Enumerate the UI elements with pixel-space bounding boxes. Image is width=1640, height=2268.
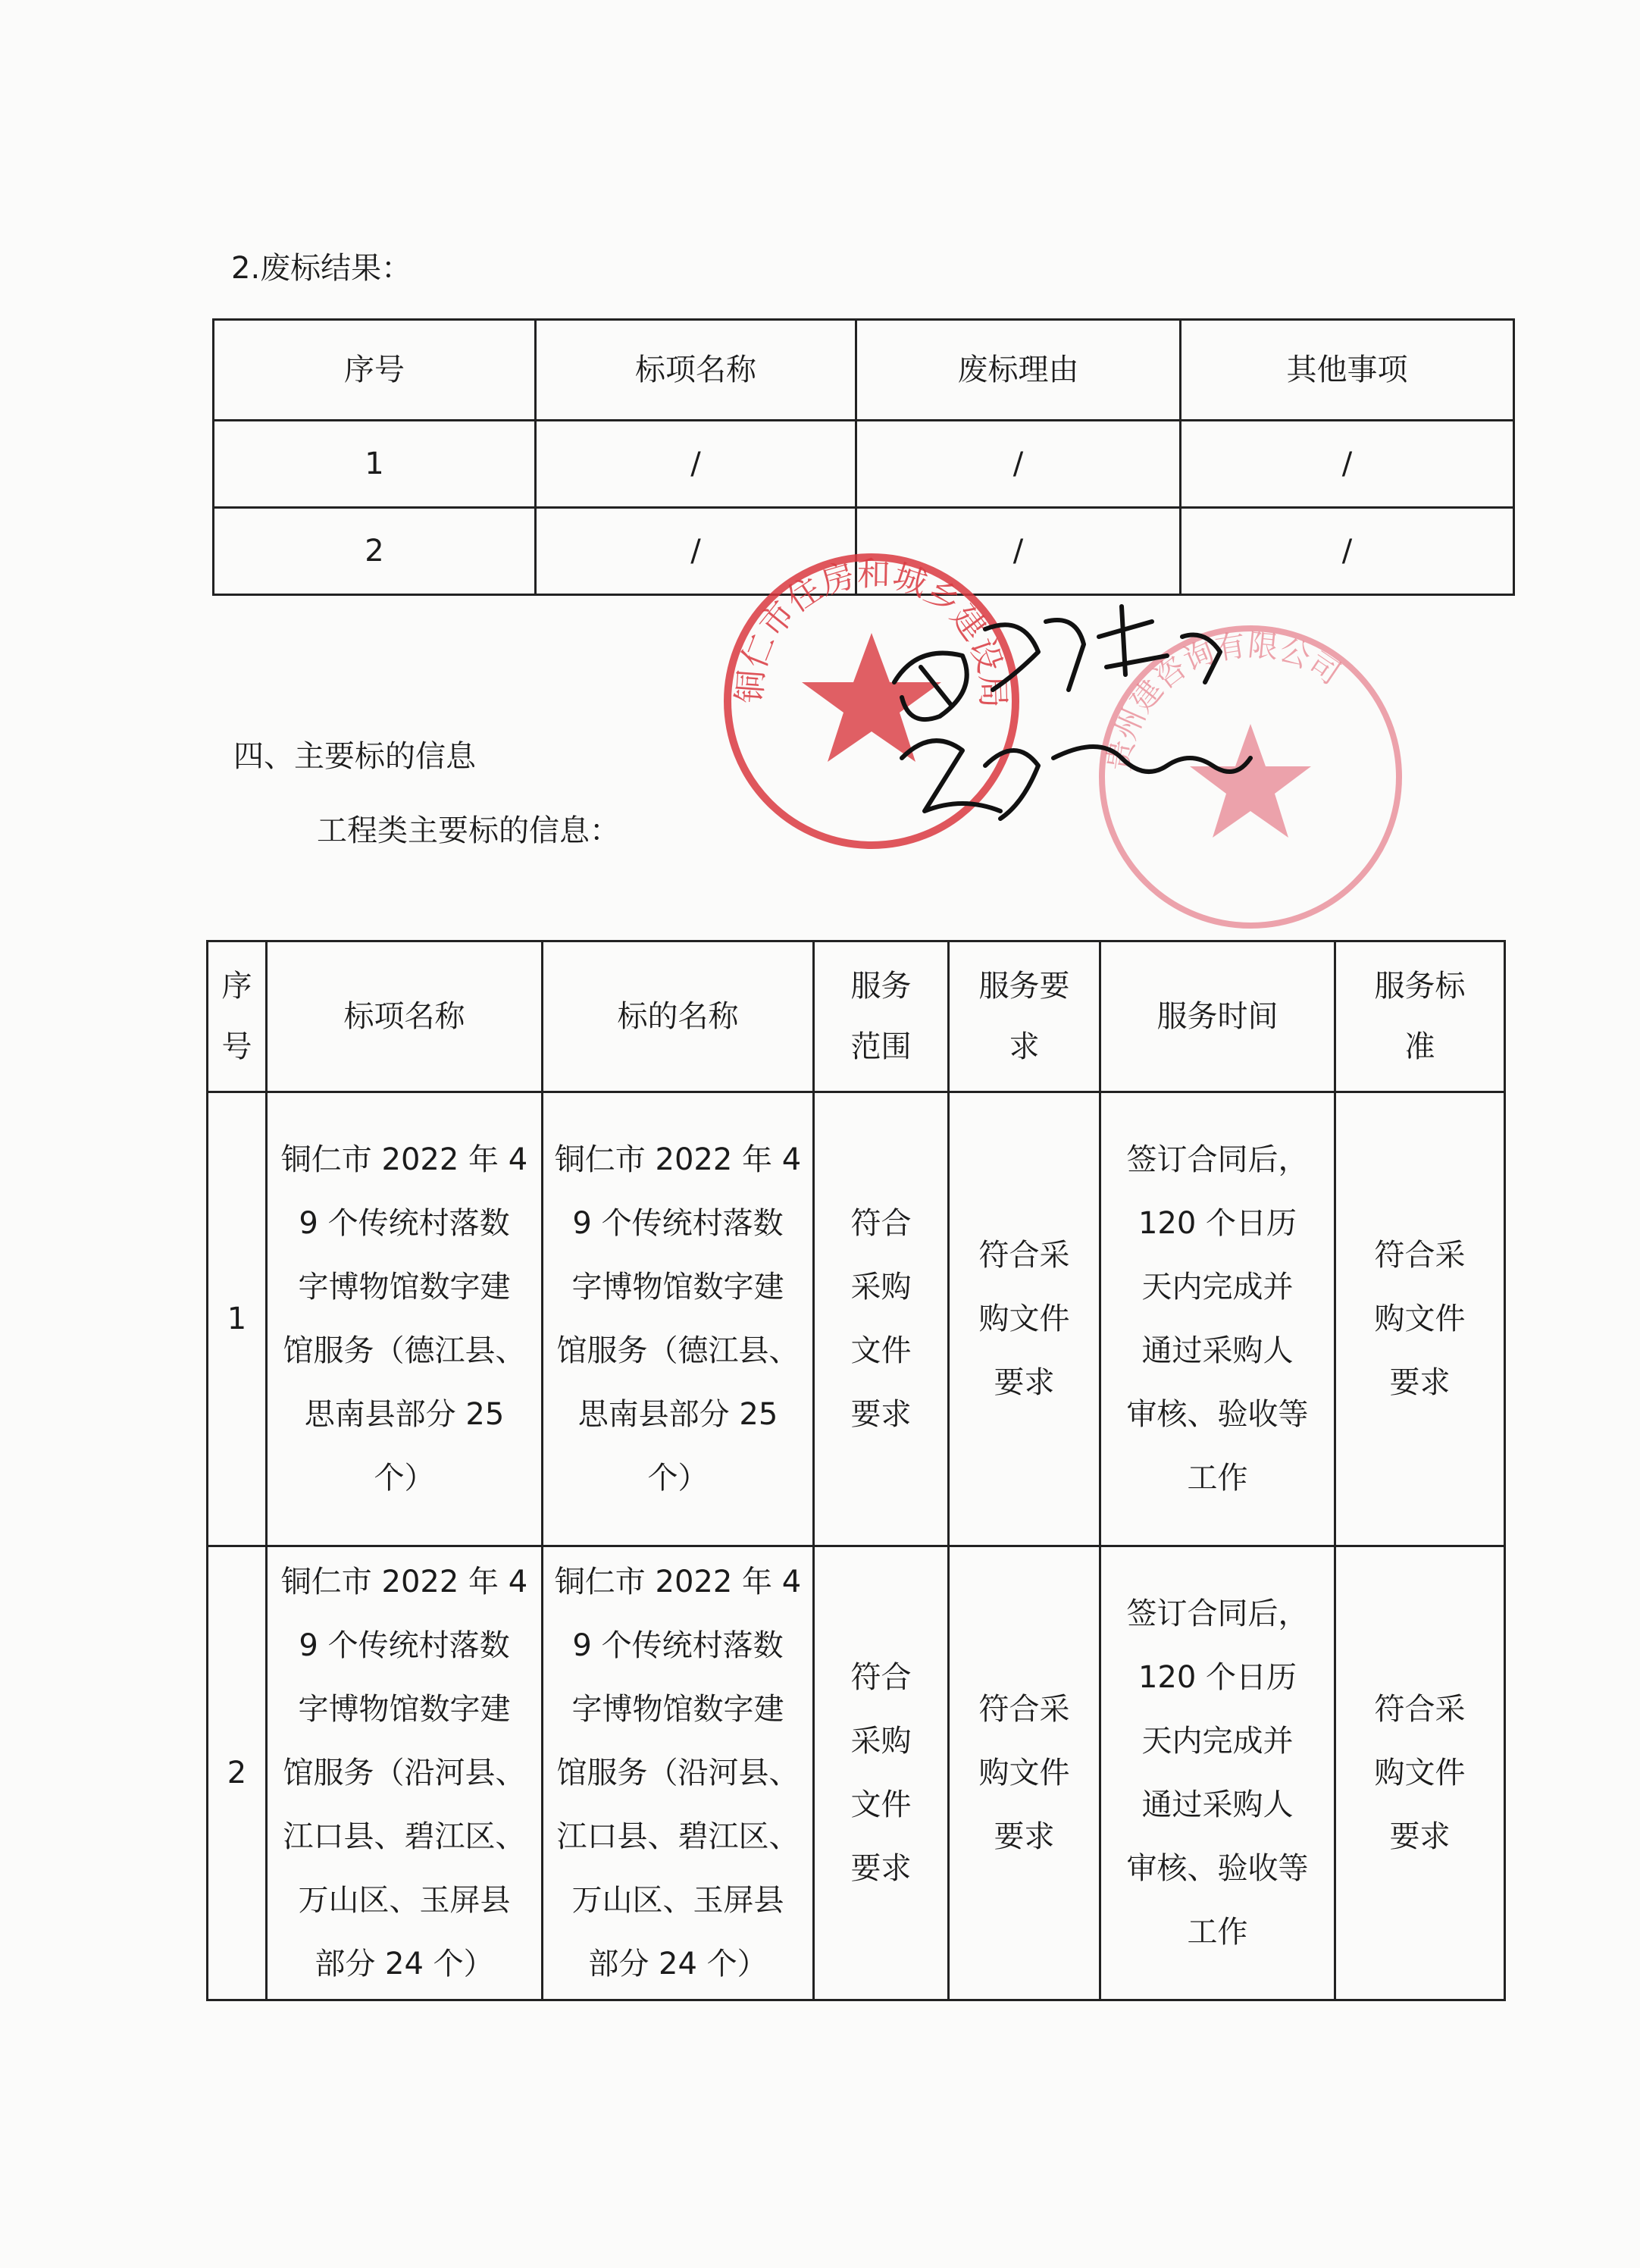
svg-text:铜仁市住房和城乡建设局: 铜仁市住房和城乡建设局 [730, 554, 1012, 709]
header-cell: 废标理由 [856, 320, 1181, 421]
table-header-row [214, 320, 1514, 421]
table-cell: / [856, 421, 1181, 508]
header-cell: 标的名称 [543, 941, 814, 1092]
table-cell: / [856, 508, 1181, 595]
table-cell: 铜仁市 2022 年 4 9 个传统村落数 字博物馆数字建 馆服务（沿河县、 江口县、碧江区、 万山区、玉屏县 部分 24 个） [543, 1546, 814, 2000]
header-cell: 标项名称 [267, 941, 543, 1092]
table-cell: 符合采 购文件 要求 [1335, 1546, 1505, 2000]
table-cell: 符合采 购文件 要求 [1335, 1092, 1505, 1546]
table-cell: 2 [214, 508, 536, 595]
header-cell: 标项名称 [536, 320, 856, 421]
table-cell: 符合 采购 文件 要求 [814, 1546, 949, 2000]
header-cell: 服务要 求 [949, 941, 1100, 1092]
table-cell: 签订合同后， 120 个日历 天内完成并 通过采购人 审核、验收等 工作 [1100, 1092, 1335, 1546]
table-cell: 2 [208, 1546, 267, 2000]
table-cell: 签订合同后， 120 个日历 天内完成并 通过采购人 审核、验收等 工作 [1100, 1546, 1335, 2000]
table-row [208, 1092, 1505, 1546]
header-cell: 序号 [214, 320, 536, 421]
table-cell: 符合 采购 文件 要求 [814, 1092, 949, 1546]
header-cell: 其他事项 [1181, 320, 1514, 421]
handwritten-signature [849, 584, 1273, 864]
svg-text:贵州建咨询有限公司: 贵州建咨询有限公司 [1101, 628, 1347, 774]
table-cell: 铜仁市 2022 年 4 9 个传统村落数 字博物馆数字建 馆服务（德江县、 思南县部分 25 个） [543, 1092, 814, 1546]
table-cell: / [1181, 508, 1514, 595]
header-cell: 服务时间 [1100, 941, 1335, 1092]
table-header-row [208, 941, 1505, 1092]
table-cell: 符合采 购文件 要求 [949, 1092, 1100, 1546]
waste-result-heading: 2.废标结果： [231, 251, 412, 286]
table-row [208, 1546, 1505, 2000]
table-cell: / [536, 421, 856, 508]
header-cell: 序 号 [208, 941, 267, 1092]
main-info-table [206, 940, 1506, 2001]
table-cell: 铜仁市 2022 年 4 9 个传统村落数 字博物馆数字建 馆服务（德江县、 思南县部分 25 个） [267, 1092, 543, 1546]
main-info-heading: 四、主要标的信息 [233, 739, 476, 774]
table-row [214, 421, 1514, 508]
table-cell: 铜仁市 2022 年 4 9 个传统村落数 字博物馆数字建 馆服务（沿河县、 江口县、碧江区、 万山区、玉屏县 部分 24 个） [267, 1546, 543, 2000]
header-cell: 服务标 准 [1335, 941, 1505, 1092]
header-cell: 服务 范围 [814, 941, 949, 1092]
table-cell: / [536, 508, 856, 595]
table-cell: 1 [214, 421, 536, 508]
table-cell: / [1181, 421, 1514, 508]
main-info-subheading: 工程类主要标的信息： [317, 813, 620, 848]
table-cell: 1 [208, 1092, 267, 1546]
table-cell: 符合采 购文件 要求 [949, 1546, 1100, 2000]
